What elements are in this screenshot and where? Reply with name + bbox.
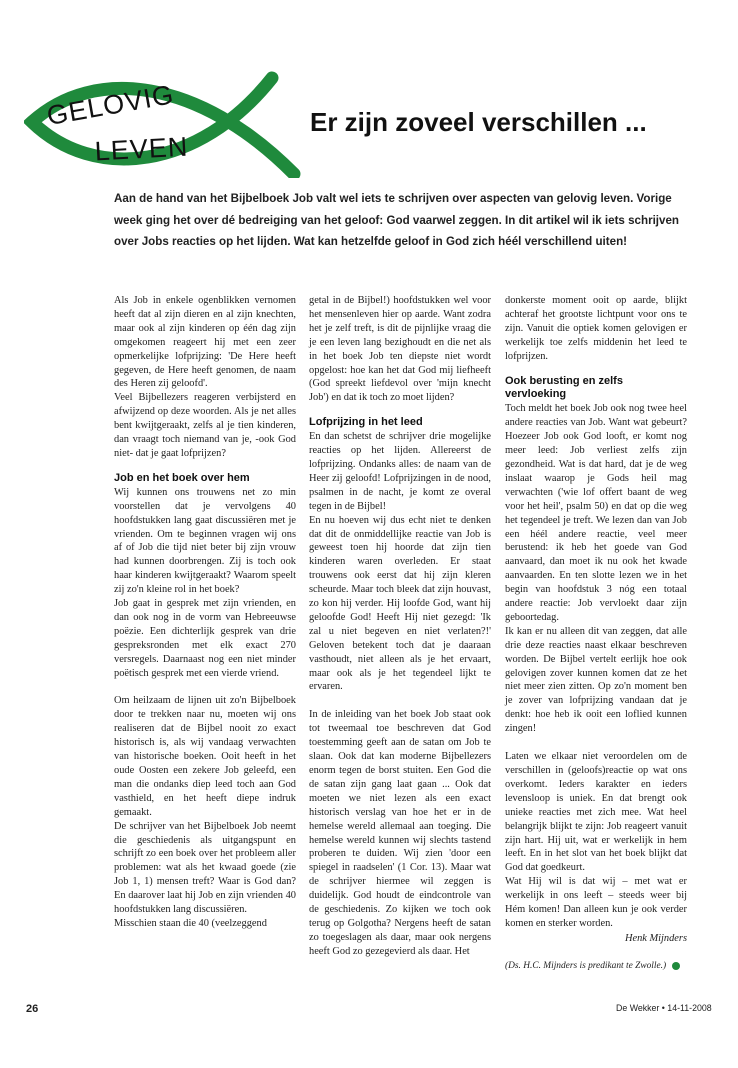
publication-info: De Wekker • 14-11-2008 [616,1003,712,1013]
paragraph: En nu hoeven wij dus echt niet te denken dat dit de onmiddellijke reactie van Job is geweest toen hij hoorde dat zijn tien kinderen waren overleden. Er staat trouwens ook eerst dat hij zijn kleren scheurde. Maar toch bleek dat zijn houvast, zo kon hij verder. Hij loofde God, want hij geloofde God! Heeft Hij niet gezegd: 'Ik zal u niet begeven en niet verlaten?!' Geloven betekent toch dat je daaraan vasthoudt, niet alleen als je het ervaart, maar ook als je het tegendeel lijkt te ervaren. [309,514,491,693]
paragraph: De schrijver van het Bijbelboek Job neemt die geschiedenis als uitgangspunt en schrijft zo een boek over het probleem aller problemen: wat als het kwaad goede (zie Job 1, 1) mensen treft? Waar is God dan? En daarover laat hij Job en zijn vrienden 40 hoofdstukken lang discussiëren. [114,820,296,916]
paragraph: Toch meldt het boek Job ook nog twee heel andere reacties van Job. Want wat gebeurt? Hoezeer Job ook God looft, er komt nog meer leed: Job verliest zelfs zijn gezondheid. Wat is dat hard, dat je de weg inslaat waarop je Gods heil mag verwachten ('wie lof offert baant de weg voor het heil', psalm 50) en dat op die weg het tegendeel je treft. We lezen dan van Job een héél andere reactie, veel meer berustend: ik heb het goede van God aanvaard, dan moet ik nu ook het kwade aanvaarden. En ten slotte lezen we in het begin van hoofdstuk 3 nóg een totaal andere reactie: Job vervloekt daar zijn geboortedag. [505,403,687,623]
gelovig-leven-logo [24,70,304,178]
logo-word-gelovig: GELOVIG [44,79,177,132]
paragraph: Laten we elkaar niet veroordelen om de verschillen in (geloofs)reactie op wat ons overkomt. Ieders karakter en ieders levensloop is uniek. En dat brengt ook unieke reacties met zich mee. Wat heel belangrijk blijkt te zijn: Job reageert vanuit zijn hart. Hij uit, wat er werkelijk in hem leeft. En in het slot van het boek blijkt dat God dat goedkeurt. [505,751,687,874]
paragraph: Ik kan er nu alleen dit van zeggen, dat alle drie deze reacties naast elkaar beschreven worden. De Bijbel vertelt eerlijk hoe ook gelovigen zover kunnen komen dat ze het niet meer zien zitten. Op zo'n moment ben je zover van lofprijzing vandaan dat je denkt: hoe heb ik ooit een loflied kunnen zingen! [505,625,687,735]
paragraph: Wij kunnen ons trouwens net zo min voorstellen dat je vervolgens 40 hoofdstukken lang gaat discussiëren met je vrienden. Om te beginnen vragen wij ons af of Job die tijd niet beter bij zijn vrouw had kunnen doorbrengen. Zij is toch ook haar kinderen kwijtgeraakt? Waarom speelt zij zo'n kleine rol in het boek? [114,486,296,596]
page-number: 26 [26,1003,39,1015]
author-signature: Henk Mijnders [624,932,687,944]
paragraph: Wat Hij wil is dat wij – met wat er werkelijk in ons leeft – steeds weer bij Hém komen! Dan alleen kun je ook verder komen en sterker worden. [505,876,687,929]
paragraph: Job gaat in gesprek met zijn vrienden, en dan ook nog in de vorm van Hebreeuwse poëzie. Een dichterlijk gesprek van drie gespreksronden met elk exact 270 versregels. Daarnaast nog een niet minder poëtisch gesprek met een vierde vriend. [114,598,296,679]
end-mark-icon [672,962,680,970]
logo-word-leven: LEVEN [94,131,190,167]
paragraph: In de inleiding van het boek Job staat ook tot tweemaal toe beschreven dat God toestemming geeft aan de satan om Job te slaan. Ook dat kan moderne Bijbellezers enorm tegen de borst stuiten. Een God die de satan zijn gang laat gaan ... Ook dat moeten we niet lezen als een exact historisch verslag van hoe het er in de hemelse wereld allemaal aan toeging. Die hemelse wereld kunnen wij slechts tastend proberen te duiden. Wij zien 'door een spiegel in raadselen' (1 Cor. 13). Maar wat de schrijver hiermee wil zeggen is duidelijk. God houdt de eindcontrole van de geschiedenis. Zo kijken we toch ook terug op Golgotha? Nergens heeft de satan zo toegeslagen als daar, maar ook nergens heeft God zo gezegevierd als daar. Het [309,709,491,957]
subheading-lofprijzing: Lofprijzing in het leed [309,416,423,429]
article-column-2 [309,294,491,959]
article-intro: Aan de hand van het Bijbelboek Job valt wel iets te schrijven over aspecten van gelovig leven. Vorige week ging het over dé bedreiging van het geloof: God vaarwel zeggen. In dit artikel wil ik iets schrijven over Jobs reacties op het lijden. Wat kan hetzelfde geloof in God zich héél verschillend uiten! [114,192,680,248]
article-headline: Er zijn zoveel verschillen ... [310,107,647,137]
paragraph: donkerste moment ooit op aarde, blijkt achteraf het grootste lichtpunt voor ons te zijn. Vanuit die optiek komen gelovigen er werkelijk toe zelfs middenin het leed te lofprijzen. [505,295,687,362]
subheading-berusting: Ook berusting en zelfs vervloeking [505,374,623,401]
article-column-1 [114,294,296,931]
paragraph: Veel Bijbellezers reageren verbijsterd en afwijzend op deze woorden. Als je net alles bent kwijtgeraakt, zelfs al je tien kinderen, dan vraagt toch niemand van je, -ook God niet- dat je gaat lofprijzen? [114,392,296,459]
author-note-text: (Ds. H.C. Mijnders is predikant te Zwolle.) [505,960,667,971]
paragraph: Om heilzaam de lijnen uit zo'n Bijbelboek door te trekken naar nu, moeten wij ons realiseren dat de Bijbel nooit zo exact historisch is, als wij vandaag verwachten van historische boeken. Ooit heeft in het oude Oosten een zekere Job geleefd, een man die ondanks diep leed toch aan God vasthield, en het heeft diepe indruk gemaakt. [114,695,296,818]
paragraph: getal in de Bijbel!) hoofdstukken wel voor het mensenleven hier op aarde. Want zodra het je zelf treft, is dit de pijnlijke vraag die je een leven lang bezighoudt en die net als in het boek Job ten diepste niet wordt opgelost: hoe kan het dat God mij liefheeft (God spreekt liefdevol over 'mijn knecht Job') en dat ik toch zo moet lijden? [309,295,491,404]
article-column-3 [505,294,687,974]
subheading-job-en-het-boek: Job en het boek over hem [114,471,250,484]
paragraph: Als Job in enkele ogenblikken vernomen heeft dat al zijn dieren en al zijn knechten, maar ook al zijn kinderen op één dag zijn omgekomen reageert hij met een zeer opmerkelijke lofprijzing: 'De Here heeft gegeven, de Here heeft genomen, de naam des Heren zij geloofd'. [114,295,296,390]
author-note [505,960,687,974]
paragraph: Misschien staan die 40 (veelzeggend [114,917,267,929]
paragraph: En dan schetst de schrijver drie mogelijke reacties op het lijden. Allereerst de lofprijzing. Ondanks alles: de naam van de Heer zij geloofd! Lofprijzingen in de nood, psalmen in de nacht, je komt ze overal tegen in de Bijbel! [309,431,491,512]
